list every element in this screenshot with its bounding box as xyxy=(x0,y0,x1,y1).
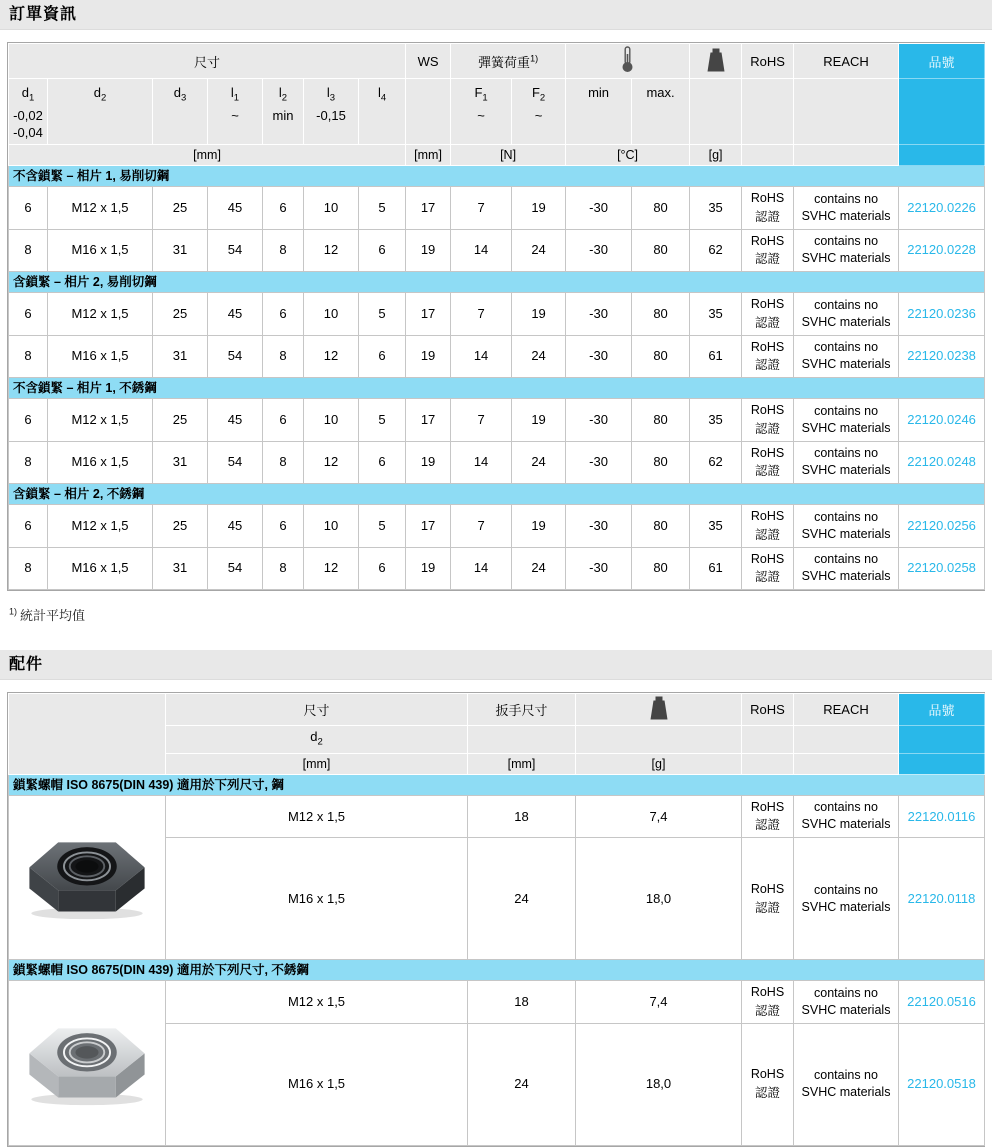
data-cell: M12 x 1,5 xyxy=(48,399,153,442)
rohs-cell: RoHS 認證 xyxy=(742,293,794,336)
data-cell: 61 xyxy=(690,335,742,378)
data-cell: -30 xyxy=(566,187,632,230)
part-no-header: 品號 xyxy=(899,44,985,79)
data-cell: 24 xyxy=(512,441,566,484)
data-cell: 17 xyxy=(406,505,451,548)
data-cell-wrench-size: 24 xyxy=(468,838,576,960)
data-cell: 80 xyxy=(632,187,690,230)
reach-cell: contains no SVHC materials xyxy=(794,229,899,272)
section-band-label: 含鎖緊 – 相片 2, 易削切鋼 xyxy=(9,272,985,293)
rohs-cell: RoHS 認證 xyxy=(742,399,794,442)
section-band-label: 鎖緊螺帽 ISO 8675(DIN 439) 適用於下列尺寸, 不銹鋼 xyxy=(9,960,985,981)
part-number-link[interactable]: 22120.0118 xyxy=(907,890,976,906)
col-header-ws-empty xyxy=(406,79,451,145)
data-cell: 8 xyxy=(263,547,304,590)
data-cell: 6 xyxy=(263,187,304,230)
data-cell: 35 xyxy=(690,505,742,548)
data-cell: M16 x 1,5 xyxy=(48,441,153,484)
rohs-header: RoHS xyxy=(742,44,794,79)
data-cell: -30 xyxy=(566,293,632,336)
data-cell-thread-size: M16 x 1,5 xyxy=(166,838,468,960)
data-cell: 54 xyxy=(208,229,263,272)
col-header-mass-empty xyxy=(690,79,742,145)
weight-icon xyxy=(706,48,726,72)
data-cell: 5 xyxy=(359,399,406,442)
col-header-part-empty xyxy=(899,79,985,145)
temperature-header xyxy=(566,44,690,79)
data-cell: 31 xyxy=(153,335,208,378)
acc-unit-reach-empty xyxy=(794,753,899,774)
col-header-l1: $l_1$ ~ xyxy=(208,79,263,145)
data-cell-mass: 7,4 xyxy=(576,795,742,838)
acc-rohs-header: RoHS xyxy=(742,694,794,726)
data-cell: 17 xyxy=(406,187,451,230)
data-cell: 17 xyxy=(406,293,451,336)
data-cell: 8 xyxy=(263,441,304,484)
reach-cell: contains no SVHC materials xyxy=(794,335,899,378)
data-cell: 45 xyxy=(208,399,263,442)
data-cell: 35 xyxy=(690,399,742,442)
part-number-link[interactable]: 22120.0238 xyxy=(907,348,976,364)
header-row-groups xyxy=(9,44,985,79)
section-band-row xyxy=(9,166,985,187)
reach-cell: contains no SVHC materials xyxy=(794,293,899,336)
data-cell: 7 xyxy=(451,293,512,336)
part-number-cell xyxy=(899,547,985,590)
data-cell: 12 xyxy=(304,441,359,484)
thermometer-icon xyxy=(621,46,634,73)
data-cell: 80 xyxy=(632,547,690,590)
data-cell: 80 xyxy=(632,505,690,548)
acc-col-header-part-empty xyxy=(899,726,985,754)
unit-reach-empty xyxy=(794,145,899,166)
reach-cell: contains no SVHC materials xyxy=(794,1023,899,1145)
part-number-link[interactable]: 22120.0226 xyxy=(907,199,976,215)
data-cell: 25 xyxy=(153,187,208,230)
data-cell: 54 xyxy=(208,335,263,378)
data-cell: 17 xyxy=(406,399,451,442)
section-band-row xyxy=(9,774,985,795)
data-cell: 8 xyxy=(9,441,48,484)
data-cell: -30 xyxy=(566,441,632,484)
mass-header xyxy=(690,44,742,79)
data-cell-wrench-size: 18 xyxy=(468,795,576,838)
data-cell: 5 xyxy=(359,505,406,548)
section-band-label: 不含鎖緊 – 相片 1, 不銹鋼 xyxy=(9,378,985,399)
acc-header-row-groups xyxy=(9,694,985,726)
data-cell-mass: 18,0 xyxy=(576,838,742,960)
reach-cell: contains no SVHC materials xyxy=(794,981,899,1024)
part-number-link[interactable]: 22120.0256 xyxy=(907,517,976,533)
rohs-cell: RoHS 認證 xyxy=(742,187,794,230)
data-cell: 80 xyxy=(632,441,690,484)
data-cell: -30 xyxy=(566,399,632,442)
orders-data-row xyxy=(9,399,985,442)
data-cell: 19 xyxy=(512,187,566,230)
data-cell: 12 xyxy=(304,547,359,590)
acc-photo-column-header xyxy=(9,694,166,775)
data-cell: 25 xyxy=(153,505,208,548)
part-number-cell xyxy=(899,795,985,838)
data-cell: 8 xyxy=(9,335,48,378)
rohs-cell: RoHS 認證 xyxy=(742,838,794,960)
acc-part-no-header: 品號 xyxy=(899,694,985,726)
data-cell: -30 xyxy=(566,229,632,272)
part-number-link[interactable]: 22120.0248 xyxy=(907,454,976,470)
unit-part-empty xyxy=(899,145,985,166)
data-cell: 7 xyxy=(451,187,512,230)
data-cell: 10 xyxy=(304,187,359,230)
part-number-cell xyxy=(899,187,985,230)
data-cell: 14 xyxy=(451,335,512,378)
data-cell: 6 xyxy=(359,547,406,590)
data-cell: 19 xyxy=(406,547,451,590)
data-cell-mass: 18,0 xyxy=(576,1023,742,1145)
data-cell: 19 xyxy=(406,441,451,484)
section-band-label: 不含鎖緊 – 相片 1, 易削切鋼 xyxy=(9,166,985,187)
data-cell-thread-size: M12 x 1,5 xyxy=(166,795,468,838)
acc-unit-mass: [g] xyxy=(576,753,742,774)
orders-data-row xyxy=(9,229,985,272)
data-cell: 14 xyxy=(451,229,512,272)
data-cell: 25 xyxy=(153,293,208,336)
rohs-cell: RoHS 認證 xyxy=(742,229,794,272)
section-band-row xyxy=(9,484,985,505)
data-cell: 14 xyxy=(451,547,512,590)
data-cell: M16 x 1,5 xyxy=(48,229,153,272)
data-cell: 6 xyxy=(359,229,406,272)
data-cell: 45 xyxy=(208,505,263,548)
col-header-reach-empty xyxy=(794,79,899,145)
col-header-l2: $l_2$ min xyxy=(263,79,304,145)
data-cell: 8 xyxy=(9,547,48,590)
col-header-l4: $l_4$ xyxy=(359,79,406,145)
data-cell: 19 xyxy=(406,229,451,272)
acc-col-header-rohs-empty xyxy=(742,726,794,754)
header-row-units xyxy=(9,145,985,166)
data-cell: 61 xyxy=(690,547,742,590)
data-cell: 24 xyxy=(512,229,566,272)
dimensions-group-header: 尺寸 xyxy=(9,44,406,79)
reach-cell: contains no SVHC materials xyxy=(794,547,899,590)
data-cell: -30 xyxy=(566,335,632,378)
stainless-lock-nut-photo xyxy=(9,981,166,1146)
data-cell: 62 xyxy=(690,441,742,484)
unit-temperature: [°C] xyxy=(566,145,690,166)
acc-col-header-wrench-empty xyxy=(468,726,576,754)
header-row-columns xyxy=(9,79,985,145)
acc-unit-wrench: [mm] xyxy=(468,753,576,774)
rohs-cell: RoHS 認證 xyxy=(742,981,794,1024)
part-number-link[interactable]: 22120.0228 xyxy=(907,242,976,258)
orders-data-row xyxy=(9,187,985,230)
data-cell: M16 x 1,5 xyxy=(48,335,153,378)
col-header-d1: $d_1$ -0,02 -0,04 xyxy=(9,79,48,145)
acc-col-header-mass-empty xyxy=(576,726,742,754)
part-number-link[interactable]: 22120.0258 xyxy=(907,560,976,576)
acc-unit-dimensions: [mm] xyxy=(166,753,468,774)
accessories-title-bar xyxy=(0,650,992,680)
data-cell: 54 xyxy=(208,441,263,484)
data-cell: 31 xyxy=(153,229,208,272)
data-cell: -30 xyxy=(566,505,632,548)
data-cell: 8 xyxy=(263,229,304,272)
acc-unit-rohs-empty xyxy=(742,753,794,774)
data-cell-wrench-size: 18 xyxy=(468,981,576,1024)
part-number-cell xyxy=(899,838,985,960)
acc-reach-header: REACH xyxy=(794,694,899,726)
reach-cell: contains no SVHC materials xyxy=(794,795,899,838)
data-cell: 8 xyxy=(263,335,304,378)
col-header-temp-min: min xyxy=(566,79,632,145)
rohs-cell: RoHS 認證 xyxy=(742,441,794,484)
rohs-cell: RoHS 認證 xyxy=(742,1023,794,1145)
data-cell-wrench-size: 24 xyxy=(468,1023,576,1145)
ws-header: WS xyxy=(406,44,451,79)
section-band-label: 含鎖緊 – 相片 2, 不銹鋼 xyxy=(9,484,985,505)
section-band-row xyxy=(9,378,985,399)
data-cell: 19 xyxy=(512,399,566,442)
weight-icon xyxy=(649,696,669,720)
acc-col-header-reach-empty xyxy=(794,726,899,754)
data-cell: 80 xyxy=(632,399,690,442)
unit-force: [N] xyxy=(451,145,566,166)
data-cell: 31 xyxy=(153,441,208,484)
rohs-cell: RoHS 認證 xyxy=(742,335,794,378)
rohs-cell: RoHS 認證 xyxy=(742,795,794,838)
data-cell: 7 xyxy=(451,505,512,548)
data-cell: 12 xyxy=(304,229,359,272)
footnote: $^{1)}$ 統計平均值 xyxy=(9,606,86,623)
data-cell-thread-size: M12 x 1,5 xyxy=(166,981,468,1024)
accessories-table xyxy=(8,693,985,1146)
col-header-f1: $F_1$ ~ xyxy=(451,79,512,145)
col-header-d2: $d_2$ xyxy=(48,79,153,145)
data-cell-mass: 7,4 xyxy=(576,981,742,1024)
orders-data-row xyxy=(9,335,985,378)
data-cell: M16 x 1,5 xyxy=(48,547,153,590)
part-number-cell xyxy=(899,1023,985,1145)
data-cell: M12 x 1,5 xyxy=(48,293,153,336)
data-cell: -30 xyxy=(566,547,632,590)
col-header-l3: $l_3$ -0,15 xyxy=(304,79,359,145)
rohs-cell: RoHS 認證 xyxy=(742,505,794,548)
part-number-cell xyxy=(899,399,985,442)
data-cell: 54 xyxy=(208,547,263,590)
data-cell: 80 xyxy=(632,229,690,272)
data-cell: 31 xyxy=(153,547,208,590)
reach-cell: contains no SVHC materials xyxy=(794,399,899,442)
unit-rohs-empty xyxy=(742,145,794,166)
data-cell: 12 xyxy=(304,335,359,378)
part-number-link[interactable]: 22120.0116 xyxy=(907,808,976,824)
data-cell: 25 xyxy=(153,399,208,442)
data-cell: M12 x 1,5 xyxy=(48,505,153,548)
orders-table-wrap xyxy=(7,42,985,591)
acc-wrench-header: 扳手尺寸 xyxy=(468,694,576,726)
part-number-link[interactable]: 22120.0246 xyxy=(907,411,976,427)
data-cell: 62 xyxy=(690,229,742,272)
unit-dimensions: [mm] xyxy=(9,145,406,166)
data-cell: 35 xyxy=(690,187,742,230)
data-cell: 80 xyxy=(632,335,690,378)
data-cell: 19 xyxy=(406,335,451,378)
reach-header: REACH xyxy=(794,44,899,79)
data-cell: 7 xyxy=(451,399,512,442)
orders-data-row xyxy=(9,547,985,590)
section-band-row xyxy=(9,960,985,981)
unit-mass: [g] xyxy=(690,145,742,166)
data-cell: 35 xyxy=(690,293,742,336)
col-header-temp-max: max. xyxy=(632,79,690,145)
part-number-cell xyxy=(899,335,985,378)
unit-ws: [mm] xyxy=(406,145,451,166)
data-cell: 6 xyxy=(263,505,304,548)
data-cell: 8 xyxy=(9,229,48,272)
part-number-cell xyxy=(899,293,985,336)
spring-load-group-header: 彈簧荷重$^{1)}$ xyxy=(451,44,566,79)
data-cell: 80 xyxy=(632,293,690,336)
data-cell: 14 xyxy=(451,441,512,484)
data-cell: 5 xyxy=(359,187,406,230)
orders-table xyxy=(8,43,985,590)
data-cell: 24 xyxy=(512,547,566,590)
acc-mass-header xyxy=(576,694,742,726)
reach-cell: contains no SVHC materials xyxy=(794,187,899,230)
data-cell: 24 xyxy=(512,335,566,378)
data-cell: 10 xyxy=(304,293,359,336)
col-header-rohs-empty xyxy=(742,79,794,145)
accessories-data-row xyxy=(9,795,985,838)
part-number-cell xyxy=(899,441,985,484)
data-cell: 6 xyxy=(359,335,406,378)
orders-data-row xyxy=(9,441,985,484)
reach-cell: contains no SVHC materials xyxy=(794,505,899,548)
data-cell: 45 xyxy=(208,293,263,336)
col-header-f2: $F_2$ ~ xyxy=(512,79,566,145)
data-cell: 6 xyxy=(359,441,406,484)
data-cell: 19 xyxy=(512,505,566,548)
rohs-cell: RoHS 認證 xyxy=(742,547,794,590)
acc-dimensions-group-header: 尺寸 xyxy=(166,694,468,726)
orders-title-bar xyxy=(0,0,992,30)
part-number-link[interactable]: 22120.0236 xyxy=(907,305,976,321)
data-cell: 6 xyxy=(9,187,48,230)
part-number-cell xyxy=(899,505,985,548)
data-cell: 45 xyxy=(208,187,263,230)
data-cell: 10 xyxy=(304,505,359,548)
orders-title: 訂單資訊 xyxy=(9,6,78,23)
data-cell: 6 xyxy=(9,293,48,336)
data-cell: 10 xyxy=(304,399,359,442)
acc-unit-part-empty xyxy=(899,753,985,774)
accessories-table-wrap xyxy=(7,692,985,1147)
part-number-link[interactable]: 22120.0516 xyxy=(907,994,976,1010)
data-cell: 5 xyxy=(359,293,406,336)
steel-lock-nut-photo xyxy=(9,795,166,960)
section-band-label: 鎖緊螺帽 ISO 8675(DIN 439) 適用於下列尺寸, 鋼 xyxy=(9,774,985,795)
data-cell: M12 x 1,5 xyxy=(48,187,153,230)
part-number-link[interactable]: 22120.0518 xyxy=(907,1076,976,1092)
orders-data-row xyxy=(9,505,985,548)
orders-data-row xyxy=(9,293,985,336)
reach-cell: contains no SVHC materials xyxy=(794,838,899,960)
data-cell: 6 xyxy=(9,505,48,548)
section-band-row xyxy=(9,272,985,293)
data-cell: 19 xyxy=(512,293,566,336)
accessories-data-row xyxy=(9,981,985,1024)
col-header-d3: $d_3$ xyxy=(153,79,208,145)
data-cell: 6 xyxy=(263,399,304,442)
data-cell-thread-size: M16 x 1,5 xyxy=(166,1023,468,1145)
part-number-cell xyxy=(899,229,985,272)
accessories-title: 配件 xyxy=(9,656,44,673)
acc-col-header-d2: $d_2$ xyxy=(166,726,468,754)
reach-cell: contains no SVHC materials xyxy=(794,441,899,484)
part-number-cell xyxy=(899,981,985,1024)
data-cell: 6 xyxy=(9,399,48,442)
data-cell: 6 xyxy=(263,293,304,336)
